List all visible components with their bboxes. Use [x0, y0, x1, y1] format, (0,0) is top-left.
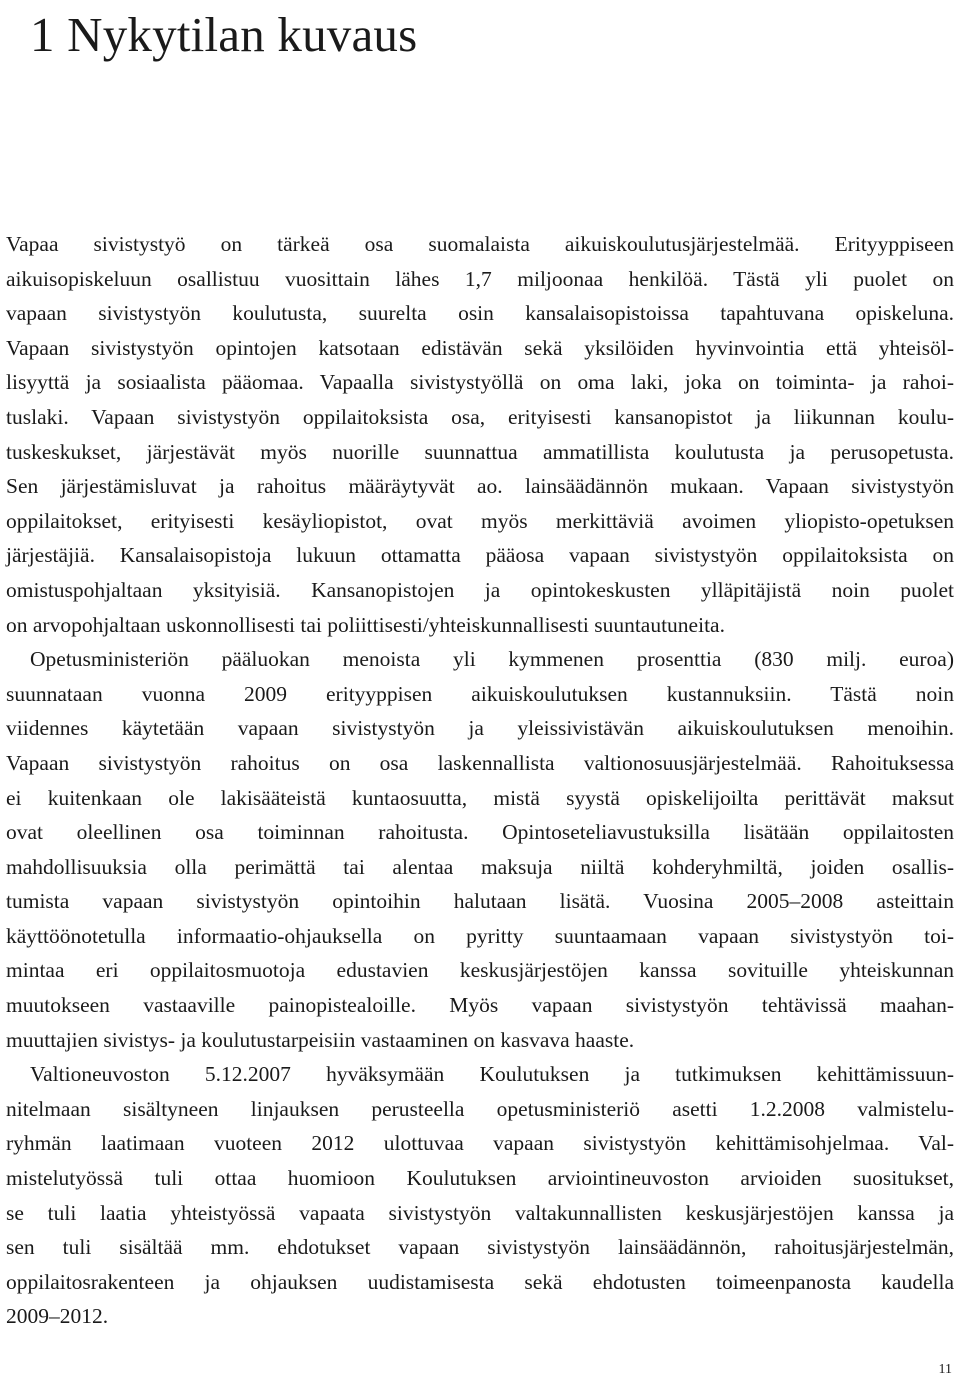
chapter-heading: 1 Nykytilan kuvaus: [30, 7, 418, 62]
text-line: mintaa eri oppilaitosmuotoja edustavien keskusjärjestöjen kanssa sovituille yhteiskunnan: [6, 958, 954, 983]
text-line: tuslaki. Vapaan sivistystyön oppilaitoksista osa, erityisesti kansanopistot ja liikunnan koulu-: [6, 404, 954, 429]
text-line: 2009–2012.: [6, 1304, 109, 1329]
page-number: 11: [938, 1362, 952, 1377]
text-line: tuskeskukset, järjestävät myös nuorille suunnattua ammatillista koulutusta ja perusopetusta.: [6, 439, 954, 464]
text-line: muutokseen vastaaville painopistealoille. Myös vapaan sivistystyön tehtävissä maahan-: [6, 993, 954, 1018]
body-text: [6, 227, 954, 1334]
text-line: Vapaan sivistystyön opintojen katsotaan edistävän sekä yksilöiden hyvinvointia että yhteisöl-: [6, 335, 954, 360]
text-line: muuttajien sivistys- ja koulutustarpeisiin vastaaminen on kasvava haaste.: [6, 1027, 635, 1052]
text-line: Sen järjestämisluvat ja rahoitus määräytyvät ao. lainsäädännön mukaan. Vapaan sivistystyön: [6, 474, 954, 499]
text-line: oppilaitosrakenteen ja ohjauksen uudistamisesta sekä ehdotusten toimeenpanosta kaudella: [6, 1269, 954, 1294]
text-line: tumista vapaan sivistystyön opintoihin halutaan lisätä. Vuosina 2005–2008 asteittain: [6, 889, 954, 914]
text-line: mahdollisuuksia olla perimättä tai alentaa maksuja niiltä kohderyhmiltä, joiden osallis-: [6, 854, 954, 879]
text-line: omistuspohjaltaan yksityisiä. Kansanopistojen ja opintokeskusten ylläpitäjistä noin puolet: [6, 577, 954, 602]
text-line: nitelmaan sisältyneen linjauksen perusteella opetusministeriö asetti 1.2.2008 valmistelu-: [6, 1096, 954, 1121]
text-line: Opetusministeriön pääluokan menoista yli kymmenen prosenttia (830 milj. euroa): [30, 647, 954, 672]
text-line: ei kuitenkaan ole lakisääteistä kuntaosuutta, mistä syystä opiskelijoilta perittävät maksut: [6, 785, 954, 810]
text-line: ryhmän laatimaan vuoteen 2012 ulottuvaa vapaan sivistystyön kehittämisohjelmaa. Val-: [6, 1131, 954, 1156]
text-line: Valtioneuvoston 5.12.2007 hyväksymään Koulutuksen ja tutkimuksen kehittämissuun-: [30, 1062, 954, 1087]
text-line: sen tuli sisältää mm. ehdotukset vapaan sivistystyön lainsäädännön, rahoitusjärjestelmän,: [6, 1235, 954, 1260]
text-line: mistelutyössä tuli ottaa huomioon Koulutuksen arviointineuvoston arvioiden suositukset,: [6, 1166, 954, 1191]
text-line: on arvopohjaltaan uskonnollisesti tai poliittisesti/yhteiskunnallisesti suuntautuneita.: [6, 612, 725, 637]
text-line: lisyyttä ja sosiaalista pääomaa. Vapaalla sivistystyöllä on oma laki, joka on toiminta- ja rahoi-: [6, 370, 954, 395]
text-line: viidennes käytetään vapaan sivistystyön ja yleissivistävän aikuiskoulutuksen menoihin.: [6, 716, 954, 741]
text-line: se tuli laatia yhteistyössä vapaata sivistystyön valtakunnallisten keskusjärjestöjen kanssa ja: [6, 1200, 954, 1225]
text-line: Vapaan sivistystyön rahoitus on osa laskennallista valtionosuusjärjestelmää. Rahoituksessa: [6, 750, 954, 775]
text-line: ovat oleellinen osa toiminnan rahoitusta. Opintoseteliavustuksilla lisätään oppilaitosten: [6, 820, 954, 845]
text-line: Vapaa sivistystyö on tärkeä osa suomalaista aikuiskoulutusjärjestelmää. Erityyppiseen: [6, 232, 954, 256]
text-line: suunnataan vuonna 2009 erityyppisen aikuiskoulutuksen kustannuksiin. Tästä noin: [6, 681, 954, 706]
text-line: järjestäjiä. Kansalaisopistoja lukuun ottamatta pääosa vapaan sivistystyön oppilaitoksista on: [6, 543, 954, 568]
text-line: aikuisopiskeluun osallistuu vuosittain lähes 1,7 miljoonaa henkilöä. Tästä yli puolet on: [6, 266, 954, 291]
text-line: oppilaitokset, erityisesti kesäyliopistot, ovat myös merkittäviä avoimen yliopisto-opetuksen: [6, 508, 954, 533]
text-line: vapaan sivistystyön koulutusta, suurelta osin kansalaisopistoissa tapahtuvana opiskeluna.: [6, 301, 954, 326]
text-line: käyttöönotetulla informaatio-ohjauksella on pyritty suuntaamaan vapaan sivistystyön toi-: [6, 923, 954, 948]
